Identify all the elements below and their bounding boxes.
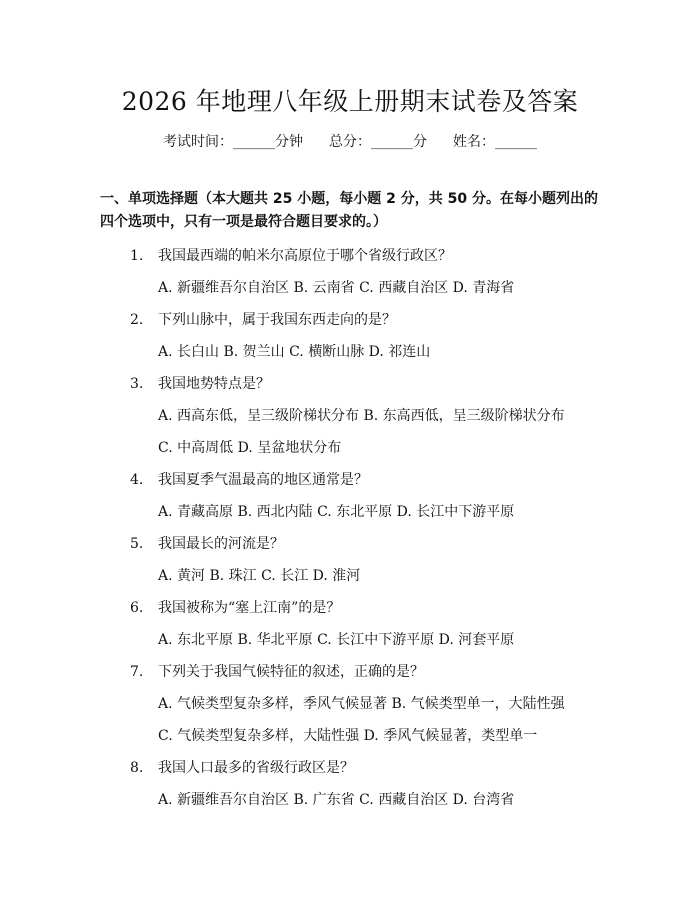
question-number: 6. [130,600,144,616]
question-text: 我国地势特点是？ [158,376,270,392]
question-item [0,368,700,464]
section-heading: 一、单项选择题（本大题共 25 小题，每小题 2 分，共 50 分。在每小题列出的四个选项中，只有一项是最符合题目要求的。） [100,191,598,230]
exam-score-field: 总分：______分 [329,134,427,150]
question-options: A. 青藏高原 B. 西北内陆 C. 东北平原 D. 长江中下游平原 [158,504,515,520]
question-options: C. 气候类型复杂多样，大陆性强 D. 季风气候显著，类型单一 [158,728,538,744]
question-text: 我国最长的河流是？ [158,536,284,552]
question-text: 下列山脉中，属于我国东西走向的是？ [158,312,396,328]
question-options: A. 东北平原 B. 华北平原 C. 长江中下游平原 D. 河套平原 [158,632,515,648]
question-item [0,752,700,816]
exam-title: 2026 年地理八年级上册期末试卷及答案 [121,87,579,116]
question-options: A. 气候类型复杂多样，季风气候显著 B. 气候类型单一，大陆性强 [158,696,565,712]
question-options: A. 长白山 B. 贺兰山 C. 横断山脉 D. 祁连山 [158,344,431,360]
question-item [0,656,700,752]
exam-time-field: 考试时间：______分钟 [163,134,303,150]
question-number: 3. [130,376,144,392]
question-options: C. 中高周低 D. 呈盆地状分布 [158,440,342,456]
question-options: A. 黄河 B. 珠江 C. 长江 D. 淮河 [158,568,361,584]
question-item [0,592,700,656]
exam-info-line [0,131,700,151]
question-number: 7. [130,664,144,680]
question-item [0,528,700,592]
question-text: 我国最西端的帕米尔高原位于哪个省级行政区？ [158,248,452,264]
question-text: 下列关于我国气候特征的叙述，正确的是？ [158,664,424,680]
question-item [0,240,700,304]
question-number: 2. [130,312,144,328]
question-options: A. 新疆维吾尔自治区 B. 广东省 C. 西藏自治区 D. 台湾省 [158,792,515,808]
question-item [0,464,700,528]
question-text: 我国人口最多的省级行政区是？ [158,760,354,776]
question-number: 4. [130,472,144,488]
question-number: 1. [130,248,144,264]
question-item [0,304,700,368]
question-number: 8. [130,760,144,776]
question-list [0,240,700,816]
question-options: A. 新疆维吾尔自治区 B. 云南省 C. 西藏自治区 D. 青海省 [158,280,515,296]
question-text: 我国夏季气温最高的地区通常是？ [158,472,368,488]
question-text: 我国被称为“塞上江南”的是？ [158,600,341,616]
exam-name-field: 姓名：______ [453,134,537,150]
question-number: 5. [130,536,144,552]
question-options: A. 西高东低，呈三级阶梯状分布 B. 东高西低，呈三级阶梯状分布 [158,408,565,424]
